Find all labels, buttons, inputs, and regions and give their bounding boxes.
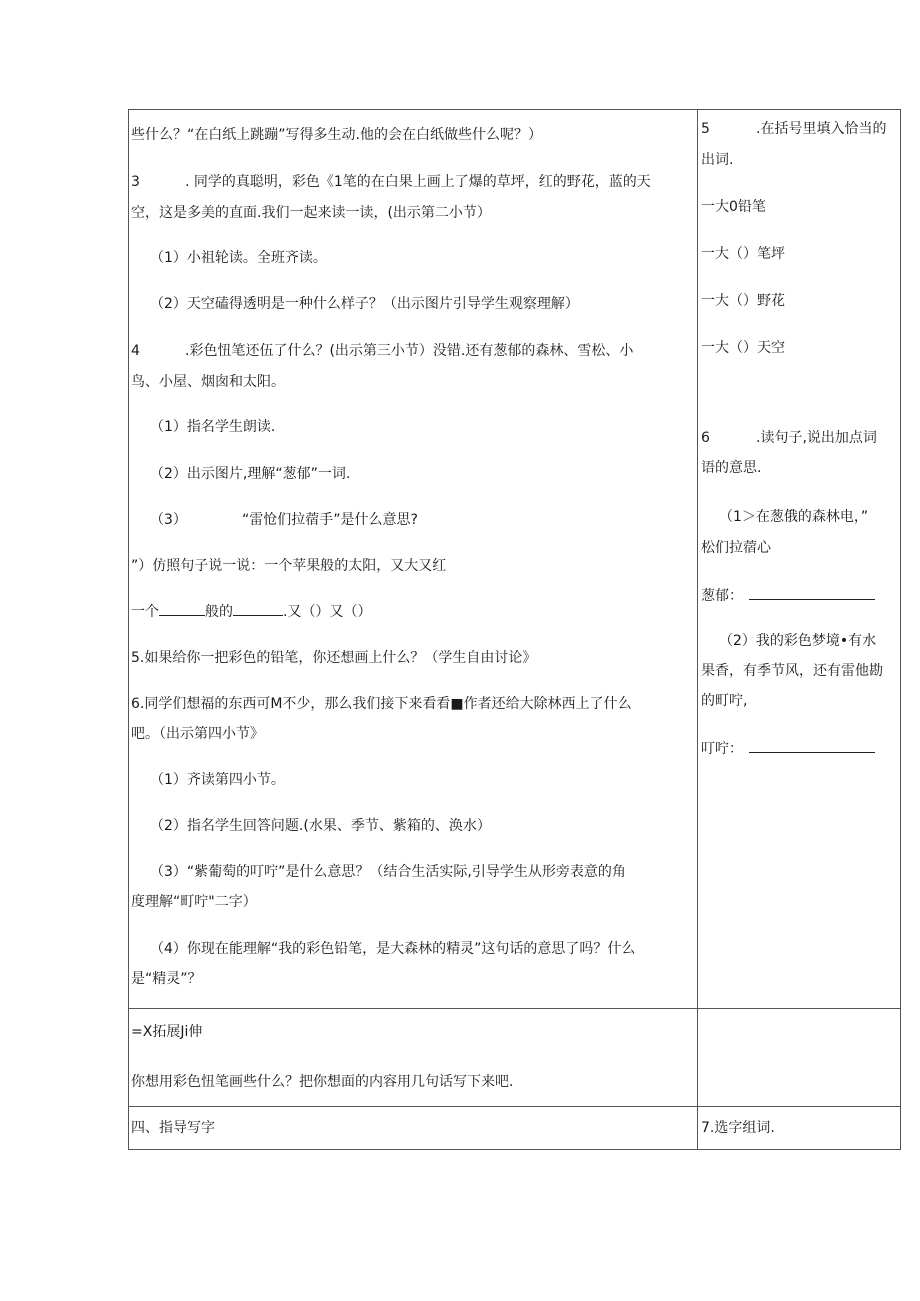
extension-text: 你想用彩色忸笔画些什么？把你想面的内容用几句话写下来吧.: [131, 1074, 514, 1090]
step-4-line-2: 鸟、小屋、烟囱和太阳。: [131, 374, 285, 390]
fill-blank: [159, 603, 205, 616]
extension-title: =X拓展Ji伸: [131, 1024, 203, 1040]
row-divider-1: [128, 1008, 901, 1009]
exercise-6-sentence-2-line-2: 果香，有季节风，还有雷他勘: [701, 663, 883, 679]
exercise-5-line-1: .在括号里填入恰当的: [756, 121, 887, 137]
column-divider: [697, 109, 698, 1150]
exercise-5-item-b: 一大（）笔坪: [701, 246, 785, 262]
exercise-5-item-c: 一大（）野花: [701, 293, 785, 309]
step-3-line-2: 空，这是多美的直面.我们一起来读一读，(出示第二小节）: [131, 205, 491, 221]
step-6-item-4-line-2: 是“精灵”？: [131, 971, 202, 987]
exercise-6-sentence-1-line-1: （1＞在葱俄的森林电，”: [719, 509, 869, 525]
fill-part-c: .又（）又（）: [283, 604, 372, 620]
step-5: 5.如果给你一把彩色的铅笔，你还想画上什么？（学生自由讨论》: [131, 650, 537, 666]
step-3-item-1: （1）小祖轮读。全班齐读。: [150, 250, 327, 266]
exercise-6-answer-1: [701, 586, 875, 606]
section-4-title: 四、指导写字: [131, 1120, 215, 1136]
exercise-5-number: 5: [701, 121, 710, 137]
answer-blank: [749, 740, 875, 753]
exercise-6-sentence-2-line-1: （2）我的彩色梦境•有水: [719, 633, 877, 649]
step-3-number: 3: [131, 174, 140, 190]
step-4-fill-sentence: [131, 602, 371, 622]
step-6-line-2: 吧。（出示第四小节》: [131, 726, 264, 742]
step-6-item-1: （1）齐读第四小节。: [150, 772, 285, 788]
fill-blank: [233, 603, 283, 616]
paragraph-intro: 些什么？“在白纸上跳蹦”写得多生动.他的会在白纸做些什么呢？）: [131, 127, 542, 143]
fill-part-b: 般的: [205, 604, 233, 620]
step-6-line-1: 6.同学们想福的东西可M不少，那么我们接下来看看■作者还给大除林西上了什么: [131, 696, 632, 712]
exercise-7: 7.选字组词.: [701, 1120, 775, 1136]
exercise-6-number: 6: [701, 430, 710, 446]
step-4-line-1: .彩色忸笔还伍了什么？(出示第三小节）没错.还有葱郁的森林、雪松、小: [185, 343, 634, 359]
step-6-item-2: （2）指名学生回答问题.(水果、季节、紫箱的、涣水）: [150, 818, 491, 834]
step-4-item-3-label: （3）: [150, 512, 187, 528]
step-4-item-1: （1）指名学生朗读.: [150, 419, 276, 435]
row-divider-2: [128, 1106, 901, 1107]
answer-1-label: 葱郁：: [701, 588, 743, 604]
step-6-item-3-line-2: 度理解“町咛"二字）: [131, 894, 257, 910]
exercise-6-sentence-1-line-2: 松们拉蓿心: [701, 540, 771, 556]
step-3-item-2: （2）天空磕得透明是一种什么样子？（出示图片引导学生观察理解）: [150, 296, 579, 312]
step-4-item-4: ”）仿照句子说一说：一个苹果般的太阳，又大又红: [131, 558, 447, 574]
step-6-item-4-line-1: （4）你现在能理解“我的彩色铅笔，是大森林的精灵”这句话的意思了吗？什么: [150, 941, 636, 957]
exercise-6-line-2: 语的意思.: [701, 460, 762, 476]
step-3-line-1: . 同学的真聪明，彩色《1笔的在白果上画上了爆的草坪，红的野花，蓝的天: [185, 174, 651, 190]
exercise-6-line-1: .读句子,说出加点词: [756, 430, 877, 446]
fill-part-a: 一个: [131, 604, 159, 620]
exercise-6-sentence-2-line-3: 的町咛,: [701, 693, 748, 709]
exercise-5-item-a: 一大0铅笔: [701, 199, 766, 215]
step-4-item-3-text: “雷怆们拉蓿手”是什么意思?: [242, 512, 418, 528]
answer-blank: [749, 587, 875, 600]
step-4-number: 4: [131, 343, 140, 359]
exercise-6-answer-2: [701, 739, 875, 759]
answer-2-label: 叮咛：: [701, 741, 743, 757]
step-6-item-3-line-1: （3）“紫葡萄的叮咛”是什么意思？（结合生活实际,引导学生从形旁表意的角: [150, 864, 626, 880]
exercise-5-line-2: 出词.: [701, 152, 734, 168]
step-4-item-2: （2）出示图片,理解“葱郁”一词.: [150, 466, 351, 482]
exercise-5-item-d: 一大（）天空: [701, 340, 785, 356]
